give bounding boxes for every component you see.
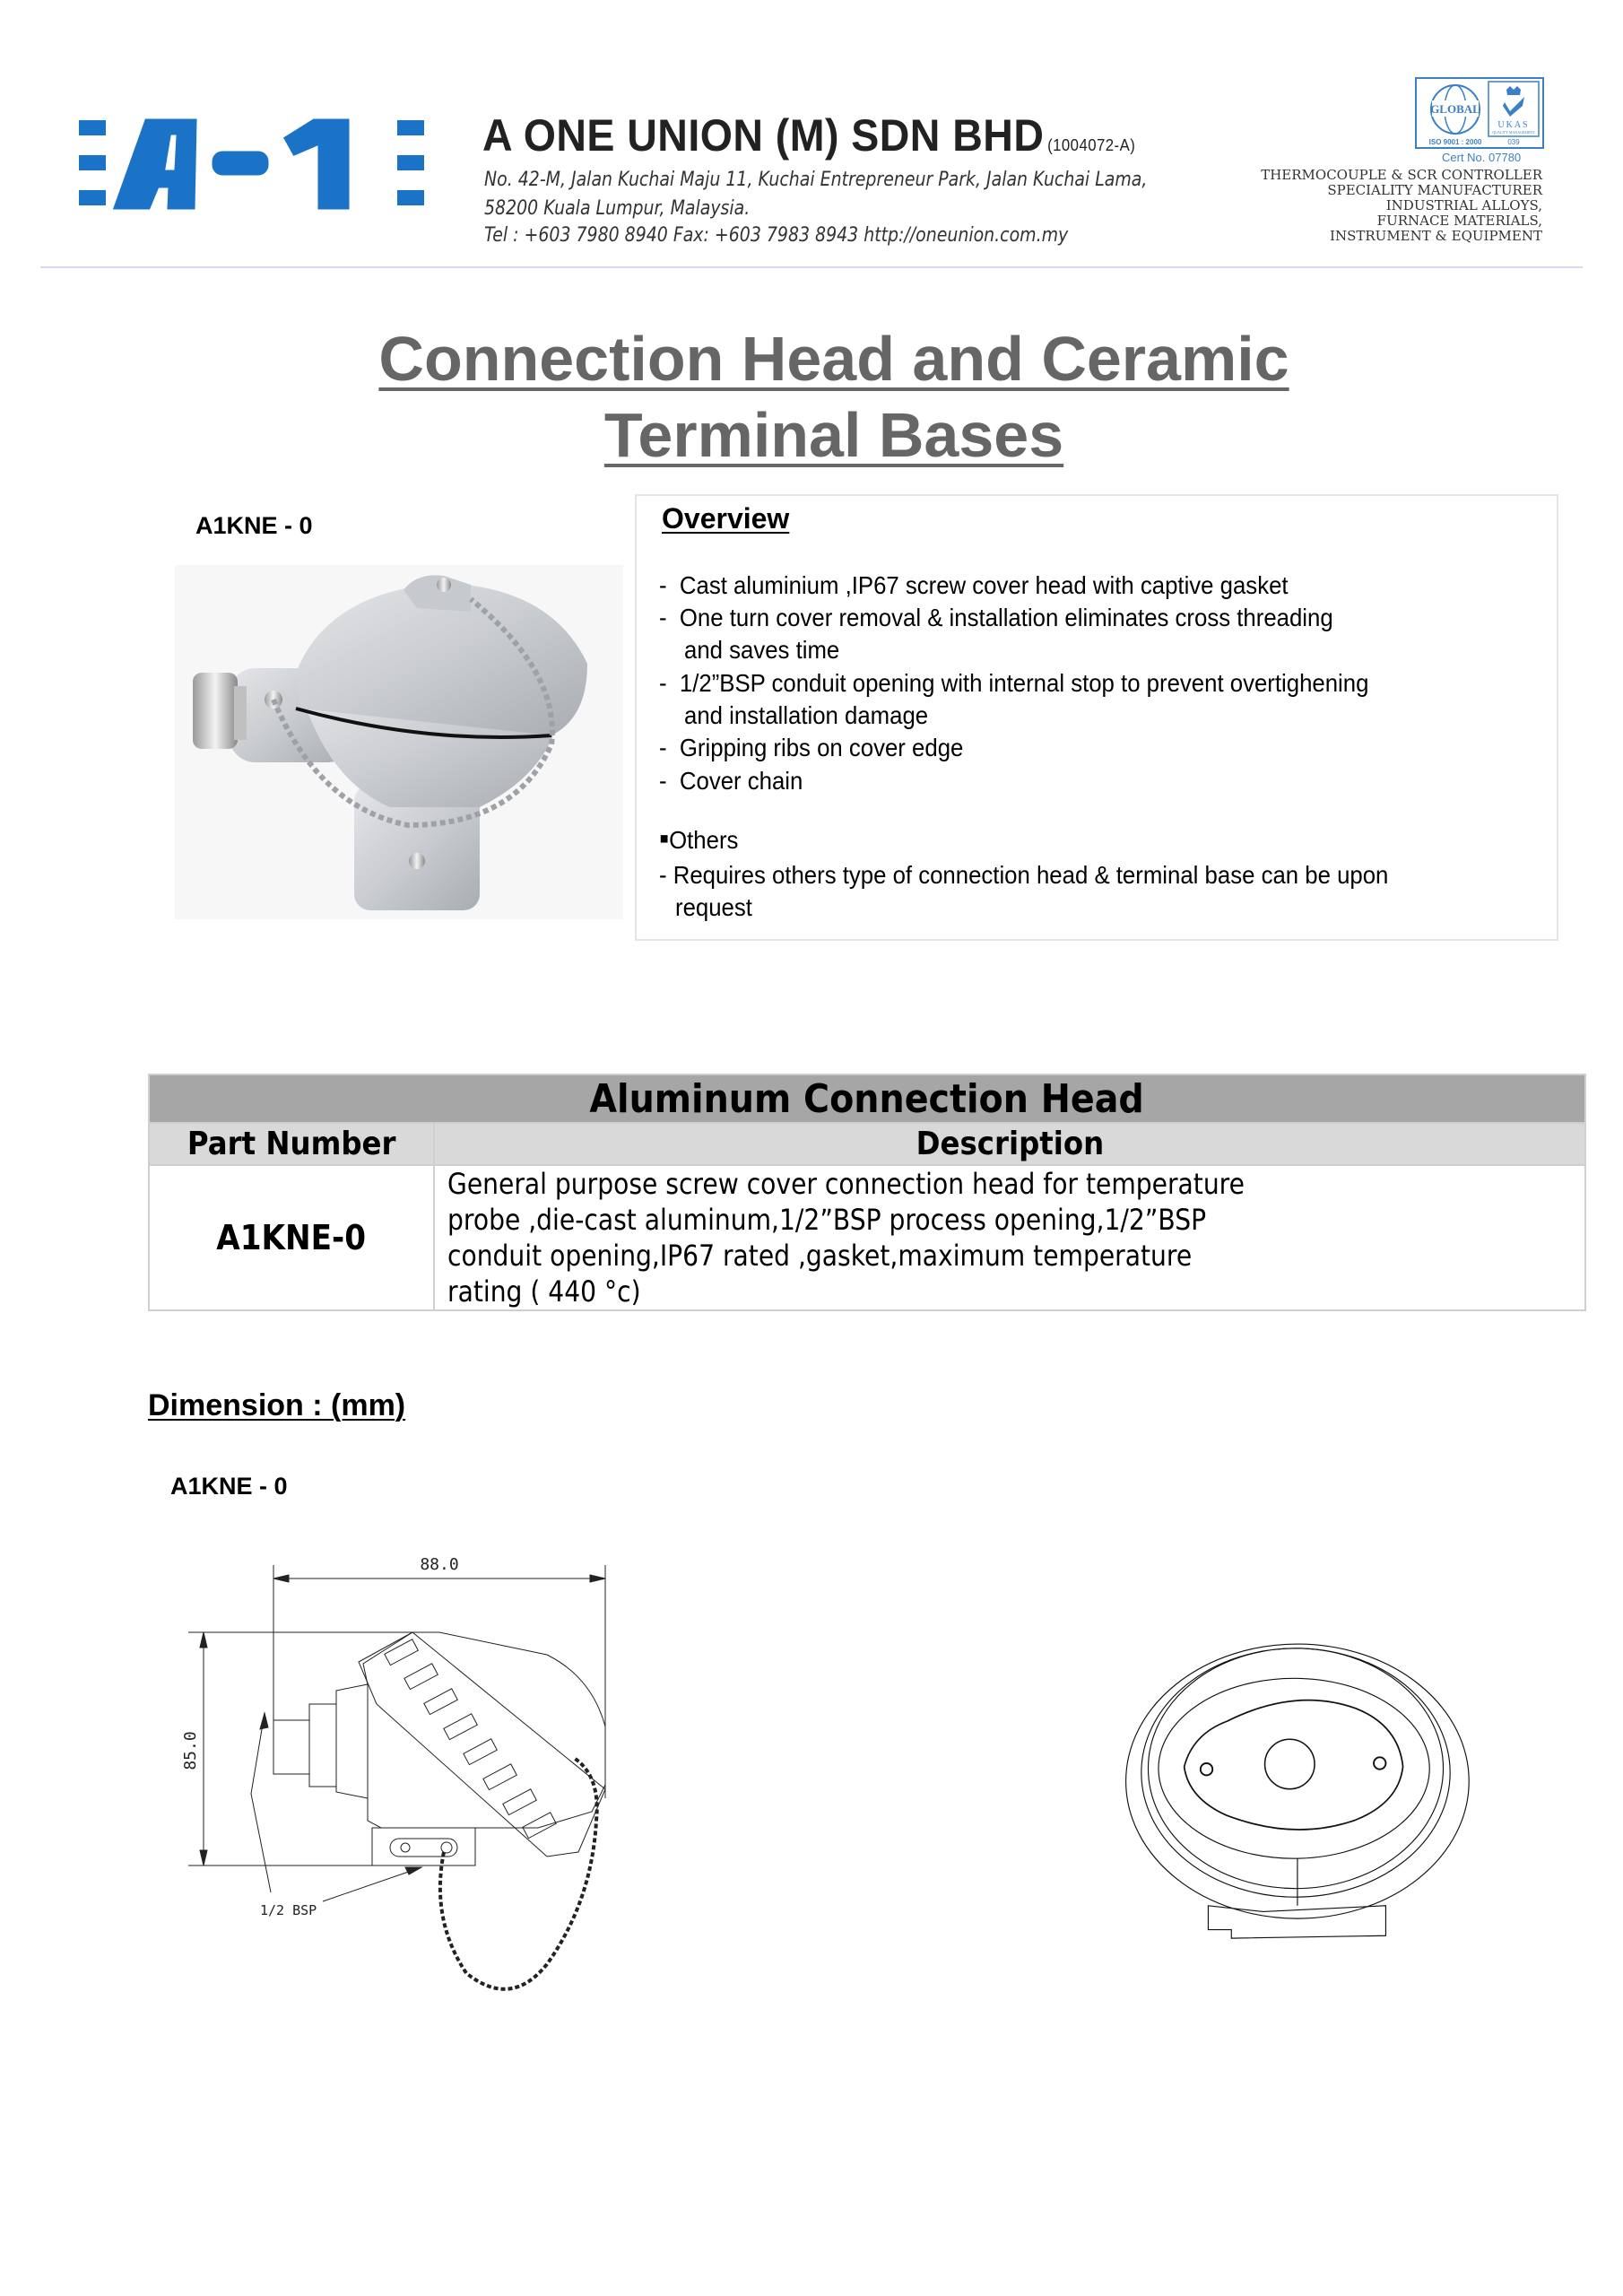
logo-stripe bbox=[397, 155, 424, 170]
svg-text:UKAS: UKAS bbox=[1497, 120, 1530, 130]
cover-outline bbox=[359, 1632, 605, 1857]
table-title: Aluminum Connection Head bbox=[149, 1074, 1585, 1123]
top-view-drawing bbox=[1098, 1632, 1493, 1973]
column-header-part-number: Part Number bbox=[149, 1123, 434, 1165]
header-divider bbox=[40, 266, 1583, 268]
logo-letter-a bbox=[115, 120, 195, 208]
iso-ukas-certification-logo bbox=[1415, 77, 1544, 149]
description-cell: General purpose screw cover connection head for temperature probe ,die-cast aluminum,1/2”BSP process opening,1/2”BSP conduit opening,IP67 rated ,gasket,maximum temperature rating ( 440 °c) bbox=[434, 1165, 1585, 1310]
overview-heading: Overview bbox=[662, 502, 790, 535]
address-line-1: No. 42-M, Jalan Kuchai Maju 11, Kuchai Entrepreneur Park, Jalan Kuchai Lama, bbox=[484, 169, 1148, 191]
part-number-cell: A1KNE-0 bbox=[149, 1165, 434, 1310]
product-model-label: A1KNE - 0 bbox=[195, 512, 313, 539]
company-registration: (1004072-A) bbox=[1047, 136, 1136, 154]
tagline-line: SPECIALITY MANUFACTURER bbox=[1327, 182, 1542, 198]
dimension-heading: Dimension : (mm) bbox=[148, 1388, 406, 1422]
crown-icon bbox=[1506, 86, 1521, 95]
svg-text:GLOBAL: GLOBAL bbox=[1430, 102, 1480, 116]
company-logo bbox=[79, 115, 424, 213]
overview-bullet: - Gripping ribs on cover edge bbox=[659, 734, 964, 761]
tagline-line: INDUSTRIAL ALLOYS, bbox=[1385, 197, 1542, 213]
center-hole bbox=[1265, 1739, 1315, 1788]
spec-table bbox=[148, 1074, 1586, 1311]
table-row bbox=[149, 1165, 1585, 1310]
overview-bullet: - One turn cover removal & installation eliminates cross threading bbox=[659, 604, 1333, 631]
logo-stripe bbox=[79, 190, 106, 205]
others-line: - Requires others type of connection head & terminal base can be upon bbox=[659, 861, 1389, 889]
overview-bullet: - 1/2”BSP conduit opening with internal stop to prevent overtighening bbox=[659, 669, 1369, 697]
conduit-nut bbox=[273, 1720, 309, 1774]
square-bullet-icon: ▪ bbox=[659, 822, 670, 856]
overview-bullet-continuation: and saves time bbox=[684, 636, 840, 664]
page-title-line-1: Connection Head and Ceramic bbox=[378, 324, 1289, 394]
others-heading: ▪Others bbox=[659, 822, 739, 856]
logo-stripe bbox=[79, 120, 106, 135]
product-photo bbox=[175, 565, 623, 919]
height-label: 85.0 bbox=[181, 1731, 200, 1770]
width-label: 88.0 bbox=[420, 1555, 459, 1574]
hex-nut bbox=[193, 673, 238, 749]
tagline-line: THERMOCOUPLE & SCR CONTROLLER bbox=[1261, 167, 1542, 183]
ball-chain bbox=[440, 1758, 597, 1989]
overview-bullet-continuation: and installation damage bbox=[684, 701, 929, 729]
page-title-line-2: Terminal Bases bbox=[603, 400, 1064, 470]
overview-bullet: - Cover chain bbox=[659, 767, 803, 795]
cert-number: Cert No. 07780 bbox=[1442, 151, 1522, 164]
dimension-model-label: A1KNE - 0 bbox=[170, 1473, 288, 1500]
side-view-drawing bbox=[170, 1543, 717, 2045]
checkmark-icon bbox=[1503, 97, 1524, 117]
tagline-line: FURNACE MATERIALS, bbox=[1376, 213, 1542, 229]
thread-label: 1/2 BSP bbox=[260, 1902, 317, 1918]
company-name: A ONE UNION (M) SDN BHD (1004072-A) bbox=[482, 110, 1136, 161]
cover-ring bbox=[1159, 1678, 1429, 1858]
logo-stripe bbox=[79, 155, 106, 170]
column-header-description: Description bbox=[434, 1123, 1585, 1165]
conduit-lug bbox=[1208, 1906, 1385, 1938]
logo-dash bbox=[213, 152, 267, 174]
mounting-hole bbox=[1201, 1763, 1212, 1775]
contact-line: Tel : +603 7980 8940 Fax: +603 7983 8943 http://oneunion.com.my bbox=[484, 224, 1069, 247]
address-line-2: 58200 Kuala Lumpur, Malaysia. bbox=[484, 197, 751, 220]
logo-stripe bbox=[397, 120, 424, 135]
tagline-line: INSTRUMENT & EQUIPMENT bbox=[1330, 228, 1542, 244]
mounting-hole bbox=[1374, 1757, 1385, 1769]
svg-text:039: 039 bbox=[1507, 138, 1520, 146]
overview-bullet: - Cast aluminium ,IP67 screw cover head with captive gasket bbox=[659, 571, 1289, 599]
svg-text:QUALITY MANAGEMENT: QUALITY MANAGEMENT bbox=[1492, 130, 1535, 135]
others-line-continuation: request bbox=[675, 893, 752, 921]
stem bbox=[372, 1828, 475, 1866]
terminal-plate bbox=[1185, 1700, 1403, 1830]
svg-text:ISO 9001 : 2000: ISO 9001 : 2000 bbox=[1428, 138, 1482, 146]
logo-stripe bbox=[397, 190, 424, 205]
logo-digit-one bbox=[285, 120, 348, 208]
